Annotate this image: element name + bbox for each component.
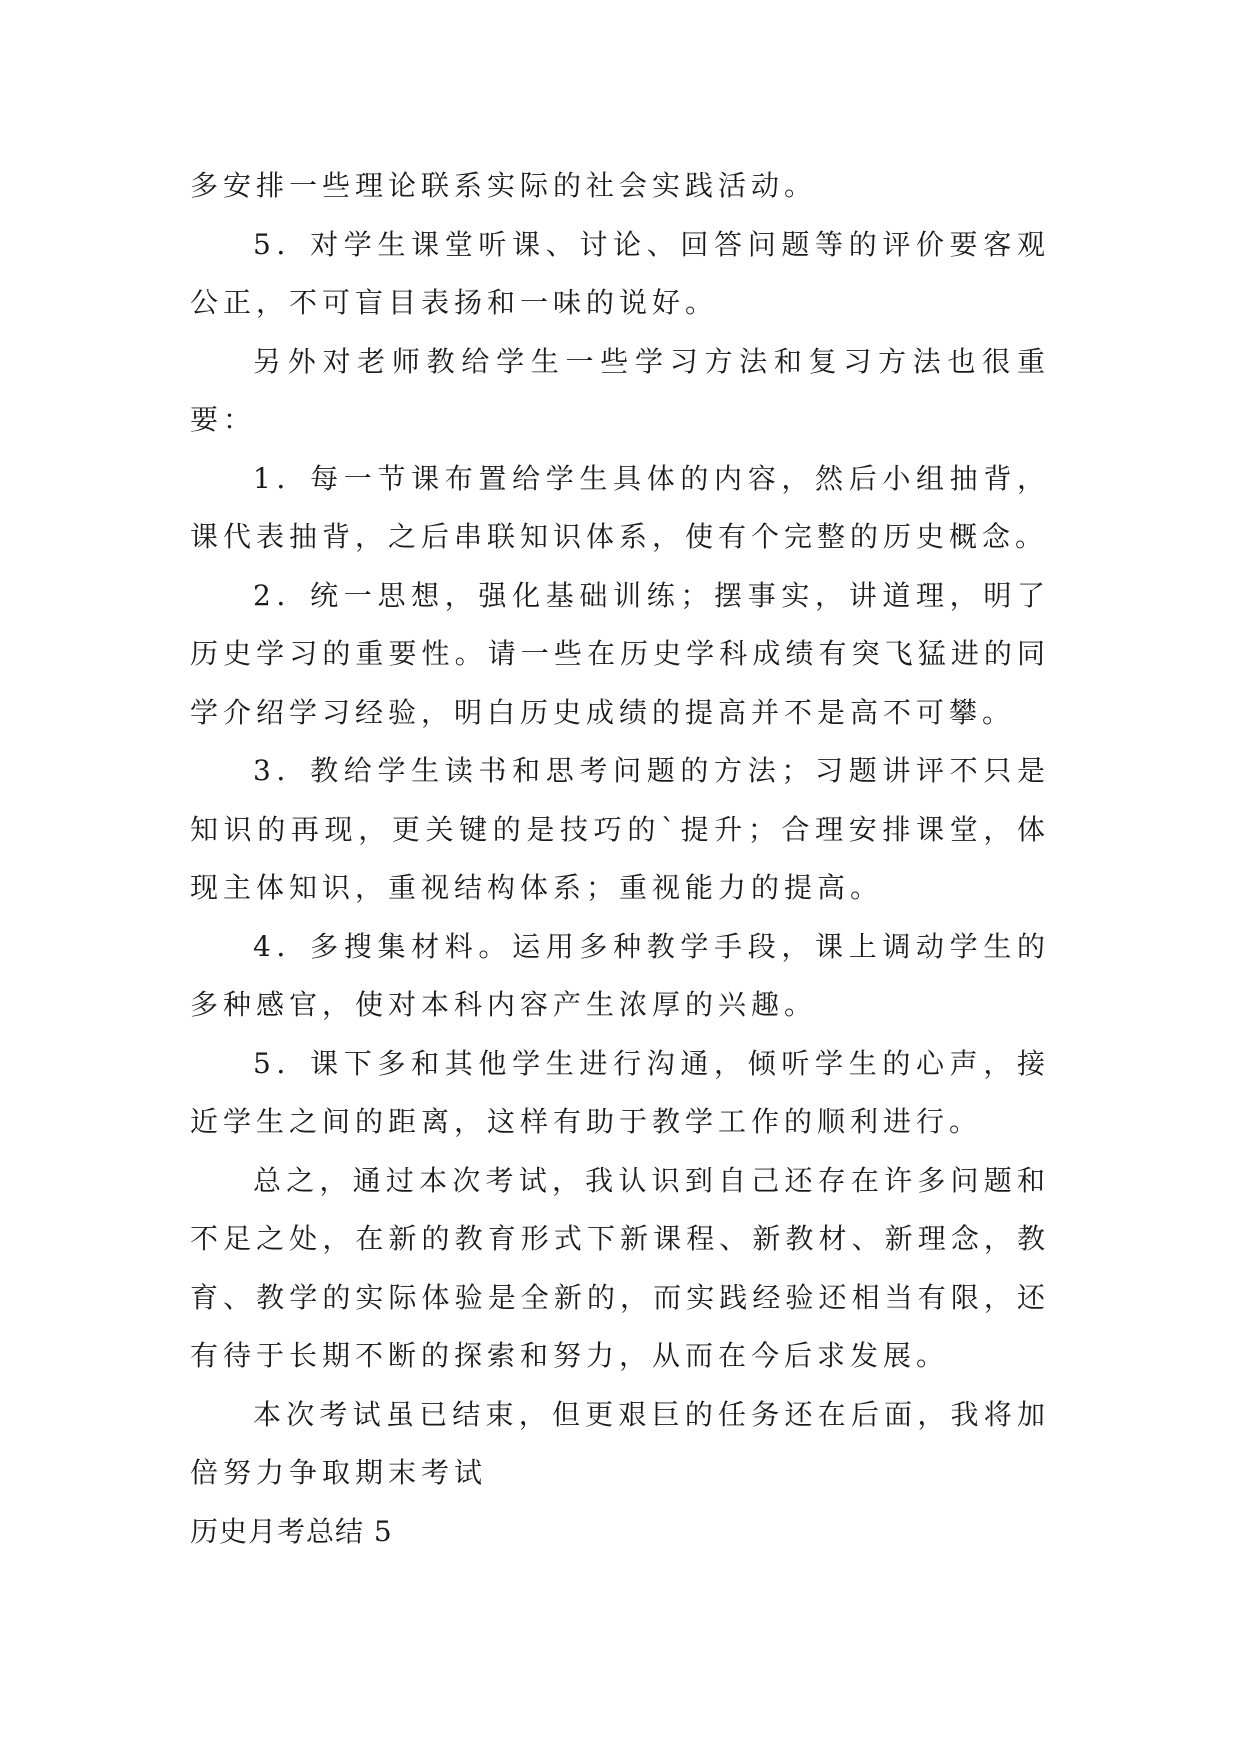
paragraph: 2．统一思想，强化基础训练；摆事实，讲道理，明了历史学习的重要性。请一些在历史学科成绩有突飞猛进的同学介绍学习经验，明白历史成绩的提高并不是高不可攀。	[190, 578, 1050, 729]
paragraph: 总之，通过本次考试，我认识到自己还存在许多问题和不足之处，在新的教育形式下新课程、新教材、新理念，教育、教学的实际体验是全新的，而实践经验还相当有限，还有待于长期不断的探索和努力，从而在今后求发展。	[190, 1163, 1050, 1372]
paragraph: 5．对学生课堂听课、讨论、回答问题等的评价要客观公正，不可盲目表扬和一味的说好。	[190, 227, 1050, 319]
paragraph: 多安排一些理论联系实际的社会实践活动。	[190, 169, 818, 202]
document-body	[190, 157, 1050, 1561]
section-heading: 历史月考总结 5	[190, 1514, 393, 1548]
paragraph: 5．课下多和其他学生进行沟通，倾听学生的心声，接近学生之间的距离，这样有助于教学工作的顺利进行。	[190, 1046, 1050, 1138]
paragraph: 本次考试虽已结束，但更艰巨的任务还在后面，我将加倍努力争取期末考试	[190, 1397, 1050, 1489]
paragraph: 4．多搜集材料。运用多种教学手段，课上调动学生的多种感官，使对本科内容产生浓厚的兴趣。	[190, 929, 1050, 1021]
paragraph: 3．教给学生读书和思考问题的方法；习题讲评不只是知识的再现，更关键的是技巧的`提升；合理安排课堂，体现主体知识，重视结构体系；重视能力的提高。	[190, 754, 1050, 904]
paragraph: 1．每一节课布置给学生具体的内容，然后小组抽背，课代表抽背，之后串联知识体系，使有个完整的历史概念。	[190, 461, 1050, 553]
paragraph: 另外对老师教给学生一些学习方法和复习方法也很重要：	[190, 344, 1050, 436]
